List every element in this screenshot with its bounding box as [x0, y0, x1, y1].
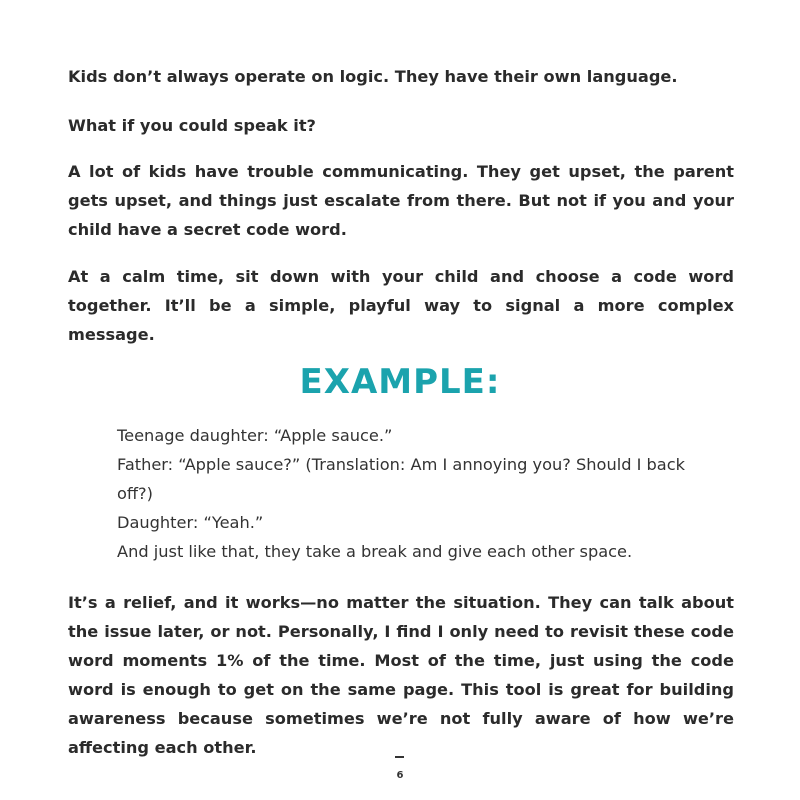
paragraph-intro: Kids don’t always operate on logic. They have their own language.	[68, 67, 678, 86]
example-heading: EXAMPLE:	[299, 362, 501, 402]
paragraph-code-word: At a calm time, sit down with your child and choose a code word together. It’ll be a simple, playful way to signal a more complex message.	[68, 267, 734, 344]
dialogue-line: Daughter: “Yeah.”	[117, 513, 264, 532]
page-number-dash	[395, 756, 404, 758]
dialogue-line: And just like that, they take a break and give each other space.	[117, 542, 633, 561]
example-dialogue	[117, 421, 717, 566]
paragraph-question: What if you could speak it?	[68, 116, 316, 135]
paragraph-communication: A lot of kids have trouble communicating. They get upset, the parent gets upset, and things just escalate from there. But not if you and your child have a secret code word.	[68, 162, 734, 239]
page-number: 6	[396, 770, 404, 781]
dialogue-line: Teenage daughter: “Apple sauce.”	[117, 426, 393, 445]
dialogue-line: Father: “Apple sauce?” (Translation: Am I annoying you? Should I back off?)	[117, 455, 686, 503]
paragraph-conclusion: It’s a relief, and it works—no matter the situation. They can talk about the issue later, or not. Personally, I find I only need to revisit these code word moments 1% of the time. Most of the time, just using the code word is enough to get on the same page. This tool is great for building awareness because sometimes we’re not fully aware of how we’re affecting each other.	[68, 593, 734, 757]
